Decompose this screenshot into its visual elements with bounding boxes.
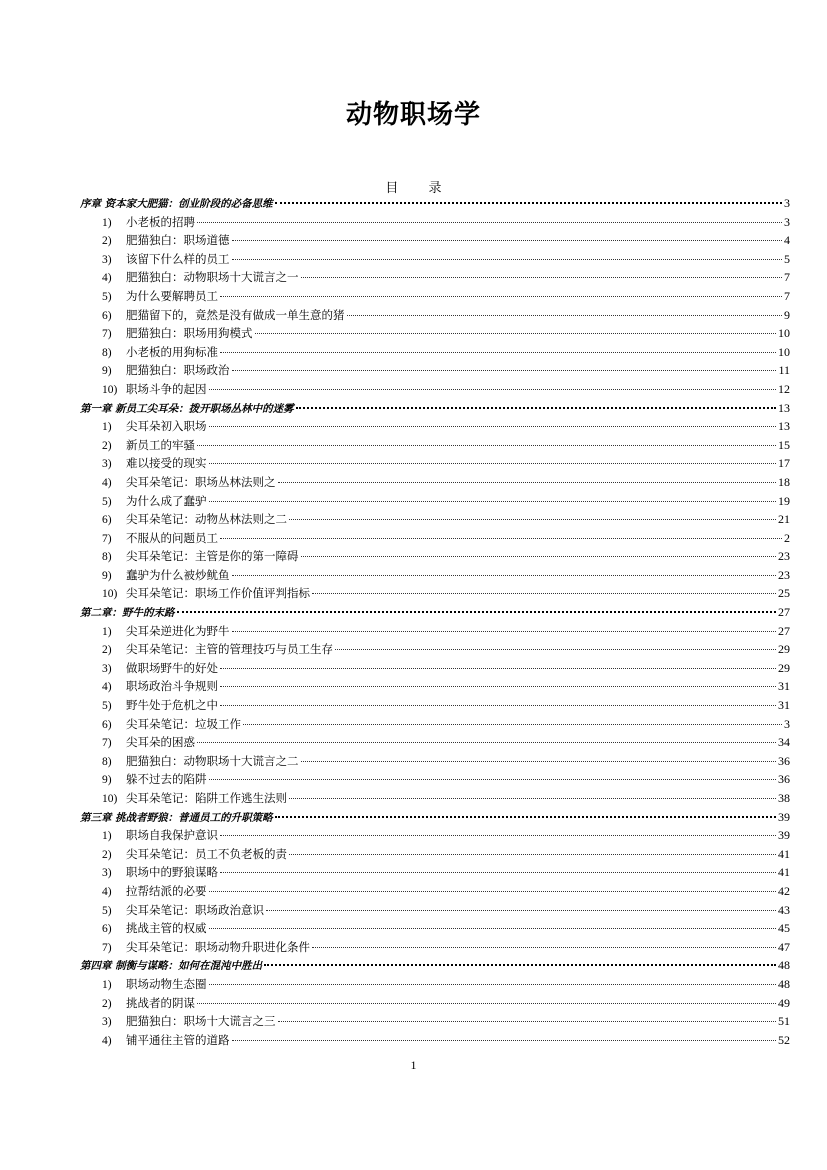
toc-entry-label: 职场斗争的起因 — [126, 381, 207, 396]
toc-entry-label: 挑战者的阴谋 — [126, 995, 195, 1010]
toc-item-entry[interactable] — [80, 975, 790, 994]
toc-item-entry[interactable] — [80, 473, 790, 492]
toc-item-number: 6) — [102, 514, 112, 527]
toc-entry-label: 铺平通往主管的道路 — [126, 1032, 230, 1047]
toc-entry-page: 17 — [778, 456, 790, 471]
dot-leader — [347, 315, 783, 316]
dot-leader — [209, 389, 777, 390]
toc-chapter-entry[interactable] — [80, 808, 790, 827]
toc-item-number: 5) — [102, 495, 112, 508]
toc-item-number: 2) — [102, 644, 112, 657]
dot-leader — [209, 891, 777, 892]
dot-leader — [312, 593, 776, 594]
toc-entry-page: 41 — [778, 865, 790, 880]
toc-entry-page: 7 — [784, 288, 790, 303]
toc-entry-label: 挑战主管的权威 — [126, 921, 207, 936]
toc-entry-page: 52 — [778, 1032, 790, 1047]
toc-item-number: 10) — [102, 588, 118, 601]
toc-entry-page: 13 — [778, 400, 790, 415]
toc-item-number: 10) — [102, 383, 118, 396]
toc-item-entry[interactable] — [80, 417, 790, 436]
toc-item-entry[interactable] — [80, 789, 790, 808]
toc-item-entry[interactable] — [80, 845, 790, 864]
toc-entry-page: 47 — [778, 939, 790, 954]
toc-entry-page: 18 — [778, 474, 790, 489]
toc-item-entry[interactable] — [80, 938, 790, 957]
toc-entry-page: 10 — [778, 344, 790, 359]
toc-item-number: 3) — [102, 662, 112, 675]
dot-leader — [209, 463, 777, 464]
toc-item-entry[interactable] — [80, 677, 790, 696]
dot-leader — [296, 407, 776, 409]
dot-leader — [312, 947, 776, 948]
toc-entry-page: 42 — [778, 883, 790, 898]
toc-item-entry[interactable] — [80, 882, 790, 901]
toc-item-entry[interactable] — [80, 901, 790, 920]
dot-leader — [275, 202, 782, 204]
toc-chapter-entry[interactable] — [80, 194, 790, 213]
toc-entry-label: 职场动物生态圈 — [126, 976, 207, 991]
toc-entry-label: 尖耳朵笔记：主管的管理技巧与员工生存 — [126, 642, 333, 657]
toc-item-number: 2) — [102, 997, 112, 1010]
dot-leader — [301, 556, 777, 557]
dot-leader — [255, 333, 777, 334]
dot-leader — [209, 984, 777, 985]
dot-leader — [220, 296, 782, 297]
toc-item-number: 2) — [102, 439, 112, 452]
toc-entry-label: 职场自我保护意识 — [126, 828, 218, 843]
toc-entry-label: 拉帮结派的必要 — [126, 883, 207, 898]
toc-item-entry[interactable] — [80, 361, 790, 380]
toc-item-number: 6) — [102, 718, 112, 731]
toc-item-number: 8) — [102, 346, 112, 359]
toc-item-entry[interactable] — [80, 343, 790, 362]
toc-entry-page: 29 — [778, 642, 790, 657]
table-of-contents — [80, 194, 790, 1049]
dot-leader — [220, 686, 776, 687]
toc-entry-page: 4 — [784, 233, 790, 248]
dot-leader — [209, 426, 777, 427]
toc-entry-page: 27 — [778, 605, 790, 620]
toc-item-entry[interactable] — [80, 529, 790, 548]
toc-entry-label: 第一章 新员工尖耳朵：拨开职场丛林中的迷雾 — [80, 402, 294, 415]
toc-item-entry[interactable] — [80, 770, 790, 789]
toc-item-number: 8) — [102, 755, 112, 768]
toc-item-number: 3) — [102, 867, 112, 880]
toc-entry-page: 31 — [778, 679, 790, 694]
toc-item-entry[interactable] — [80, 324, 790, 343]
dot-leader — [232, 631, 777, 632]
document-title: 动物职场学 — [345, 100, 481, 130]
toc-entry-label: 肥猫独白：动物职场十大谎言之二 — [126, 753, 299, 768]
toc-item-number: 6) — [102, 309, 112, 322]
toc-item-entry[interactable] — [80, 287, 790, 306]
toc-entry-label: 做职场野牛的好处 — [126, 660, 218, 675]
dot-leader — [232, 370, 777, 371]
toc-item-entry[interactable] — [80, 1012, 790, 1031]
toc-item-number: 10) — [102, 793, 118, 805]
toc-item-entry[interactable] — [80, 715, 790, 734]
dot-leader — [177, 611, 777, 613]
toc-heading: 目 录 — [385, 181, 442, 196]
dot-leader — [197, 222, 782, 223]
dot-leader — [289, 854, 776, 855]
toc-entry-page: 3 — [784, 716, 790, 731]
toc-item-entry[interactable] — [80, 231, 790, 250]
toc-entry-label: 序章 资本家大肥猫：创业阶段的必备思维 — [80, 198, 273, 210]
toc-item-number: 4) — [102, 681, 112, 694]
toc-entry-page: 13 — [778, 419, 790, 434]
dot-leader — [301, 277, 783, 278]
toc-item-number: 9) — [102, 569, 112, 582]
dot-leader — [232, 259, 783, 260]
toc-item-number: 2) — [102, 235, 112, 248]
toc-entry-label: 难以接受的现实 — [126, 456, 207, 471]
dot-leader — [278, 1021, 777, 1022]
toc-item-number: 7) — [102, 532, 112, 545]
toc-entry-page: 51 — [778, 1014, 790, 1029]
toc-entry-page: 29 — [778, 660, 790, 675]
dot-leader — [232, 1040, 777, 1041]
toc-item-entry[interactable] — [80, 622, 790, 641]
toc-item-number: 3) — [102, 458, 112, 471]
toc-entry-page: 49 — [778, 995, 790, 1010]
toc-item-entry[interactable] — [80, 994, 790, 1013]
dot-leader — [220, 705, 776, 706]
toc-entry-page: 38 — [778, 791, 790, 805]
toc-item-entry[interactable] — [80, 454, 790, 473]
toc-item-number: 1) — [102, 421, 112, 434]
toc-item-entry[interactable] — [80, 863, 790, 882]
toc-entry-label: 职场中的野狼谋略 — [126, 865, 218, 880]
toc-item-number: 5) — [102, 290, 112, 303]
toc-entry-page: 43 — [778, 902, 790, 917]
toc-item-number: 7) — [102, 941, 112, 954]
toc-entry-page: 39 — [778, 809, 790, 824]
toc-entry-label: 肥猫留下的，竟然是没有做成一单生意的猪 — [126, 307, 345, 322]
dot-leader — [220, 668, 776, 669]
toc-entry-page: 5 — [784, 251, 790, 266]
toc-entry-page: 12 — [778, 381, 790, 396]
toc-item-number: 9) — [102, 365, 112, 378]
toc-entry-label: 尖耳朵笔记：职场丛林法则之 — [126, 474, 276, 489]
toc-entry-label: 尖耳朵笔记：员工不负老板的责 — [126, 846, 287, 861]
toc-entry-label: 为什么要解聘员工 — [126, 288, 218, 303]
toc-entry-label: 尖耳朵笔记：垃圾工作 — [126, 716, 241, 731]
toc-entry-label: 新员工的牢骚 — [126, 437, 195, 452]
toc-entry-label: 小老板的招聘 — [126, 214, 195, 229]
toc-item-entry[interactable] — [80, 696, 790, 715]
dot-leader — [264, 964, 776, 966]
dot-leader — [232, 575, 777, 576]
toc-entry-label: 第二章：野牛的末路 — [80, 607, 175, 620]
toc-entry-label: 尖耳朵笔记：职场政治意识 — [126, 902, 264, 917]
toc-entry-label: 尖耳朵初入职场 — [126, 419, 207, 434]
toc-item-number: 4) — [102, 476, 112, 489]
toc-item-number: 1) — [102, 830, 112, 843]
toc-item-number: 7) — [102, 737, 112, 750]
toc-entry-page: 19 — [778, 493, 790, 508]
toc-item-number: 3) — [102, 1016, 112, 1029]
toc-chapter-entry[interactable] — [80, 956, 790, 975]
dot-leader — [220, 352, 776, 353]
dot-leader — [209, 501, 777, 502]
toc-entry-page: 2 — [784, 530, 790, 545]
toc-item-entry[interactable] — [80, 510, 790, 529]
dot-leader — [220, 872, 776, 873]
toc-item-number: 5) — [102, 904, 112, 917]
toc-entry-page: 7 — [784, 270, 790, 285]
toc-entry-page: 10 — [778, 326, 790, 341]
dot-leader — [278, 482, 777, 483]
toc-entry-page: 31 — [778, 698, 790, 713]
dot-leader — [301, 761, 777, 762]
dot-leader — [220, 835, 776, 836]
toc-chapter-entry[interactable] — [80, 603, 790, 622]
toc-item-entry[interactable] — [80, 566, 790, 585]
toc-entry-label: 尖耳朵的困惑 — [126, 735, 195, 750]
page-number: 1 — [410, 1058, 417, 1072]
toc-entry-label: 肥猫独白：职场用狗模式 — [126, 326, 253, 341]
toc-item-entry[interactable] — [80, 733, 790, 752]
toc-entry-label: 不服从的问题员工 — [126, 530, 218, 545]
toc-item-number: 1) — [102, 216, 112, 229]
toc-item-entry[interactable] — [80, 268, 790, 287]
toc-entry-label: 肥猫独白：动物职场十大谎言之一 — [126, 270, 299, 285]
toc-entry-page: 21 — [778, 512, 790, 527]
toc-entry-label: 尖耳朵笔记：陷阱工作逃生法则 — [126, 791, 287, 805]
toc-item-number: 7) — [102, 328, 112, 341]
dot-leader — [266, 910, 776, 911]
toc-entry-page: 27 — [778, 623, 790, 638]
toc-item-number: 4) — [102, 1034, 112, 1047]
toc-entry-label: 躲不过去的陷阱 — [126, 772, 207, 787]
toc-entry-label: 小老板的用狗标准 — [126, 344, 218, 359]
toc-entry-page: 39 — [778, 828, 790, 843]
toc-item-entry[interactable] — [80, 250, 790, 269]
toc-entry-label: 蠢驴为什么被炒鱿鱼 — [126, 567, 230, 582]
dot-leader — [197, 445, 776, 446]
toc-entry-label: 尖耳朵笔记：主管是你的第一障碍 — [126, 549, 299, 564]
toc-entry-label: 肥猫独白：职场道德 — [126, 233, 230, 248]
dot-leader — [209, 928, 777, 929]
dot-leader — [335, 649, 776, 650]
toc-item-number: 5) — [102, 700, 112, 713]
toc-item-entry[interactable] — [80, 1031, 790, 1050]
toc-entry-label: 尖耳朵笔记：职场工作价值评判指标 — [126, 586, 310, 601]
toc-entry-page: 15 — [778, 437, 790, 452]
toc-item-number: 8) — [102, 551, 112, 564]
toc-item-entry[interactable] — [80, 659, 790, 678]
toc-entry-page: 23 — [778, 567, 790, 582]
toc-item-entry[interactable] — [80, 584, 790, 603]
toc-item-number: 2) — [102, 848, 112, 861]
toc-entry-page: 36 — [778, 772, 790, 787]
toc-item-entry[interactable] — [80, 380, 790, 399]
dot-leader — [289, 519, 776, 520]
toc-item-number: 4) — [102, 272, 112, 285]
toc-entry-page: 34 — [778, 735, 790, 750]
dot-leader — [232, 240, 783, 241]
toc-item-entry[interactable] — [80, 826, 790, 845]
dot-leader — [220, 538, 782, 539]
toc-item-entry[interactable] — [80, 547, 790, 566]
dot-leader — [209, 779, 777, 780]
toc-entry-label: 尖耳朵逆进化为野牛 — [126, 623, 230, 638]
toc-item-entry[interactable] — [80, 306, 790, 325]
toc-item-number: 1) — [102, 625, 112, 638]
dot-leader — [197, 742, 776, 743]
toc-entry-label: 第四章 制衡与谋略：如何在混沌中胜出 — [80, 960, 263, 973]
toc-entry-label: 肥猫独白：职场政治 — [126, 363, 230, 378]
toc-item-entry[interactable] — [80, 213, 790, 232]
dot-leader — [289, 798, 776, 799]
toc-entry-label: 野牛处于危机之中 — [126, 698, 218, 713]
toc-item-number: 1) — [102, 978, 112, 991]
dot-leader — [243, 724, 782, 725]
toc-item-number: 3) — [102, 253, 112, 266]
dot-leader — [275, 816, 776, 818]
toc-entry-page: 48 — [778, 976, 790, 991]
toc-item-entry[interactable] — [80, 492, 790, 511]
toc-entry-label: 第三章 挑战者野狼：普通员工的升职策略 — [80, 811, 273, 824]
toc-item-number: 4) — [102, 885, 112, 898]
toc-item-number: 6) — [102, 923, 112, 936]
toc-entry-page: 48 — [778, 958, 790, 973]
toc-item-entry[interactable] — [80, 640, 790, 659]
toc-entry-page: 41 — [778, 846, 790, 861]
toc-entry-page: 3 — [784, 214, 790, 229]
toc-entry-page: 45 — [778, 921, 790, 936]
toc-entry-page: 9 — [784, 307, 790, 322]
toc-entry-page: 25 — [778, 586, 790, 601]
toc-entry-page: 23 — [778, 549, 790, 564]
toc-entry-page: 36 — [778, 753, 790, 768]
toc-chapter-entry[interactable] — [80, 399, 790, 418]
toc-entry-page: 11 — [778, 363, 790, 378]
dot-leader — [197, 1003, 776, 1004]
toc-entry-label: 尖耳朵笔记：动物丛林法则之二 — [126, 512, 287, 527]
toc-item-entry[interactable] — [80, 752, 790, 771]
toc-entry-label: 尖耳朵笔记：职场动物升职进化条件 — [126, 939, 310, 954]
toc-item-entry[interactable] — [80, 919, 790, 938]
toc-entry-label: 该留下什么样的员工 — [126, 251, 230, 266]
toc-entry-label: 职场政治斗争规则 — [126, 679, 218, 694]
toc-entry-label: 为什么成了蠢驴 — [126, 493, 207, 508]
toc-item-number: 9) — [102, 774, 112, 787]
toc-entry-label: 肥猫独白：职场十大谎言之三 — [126, 1014, 276, 1029]
toc-entry-page: 3 — [784, 196, 790, 210]
toc-item-entry[interactable] — [80, 436, 790, 455]
